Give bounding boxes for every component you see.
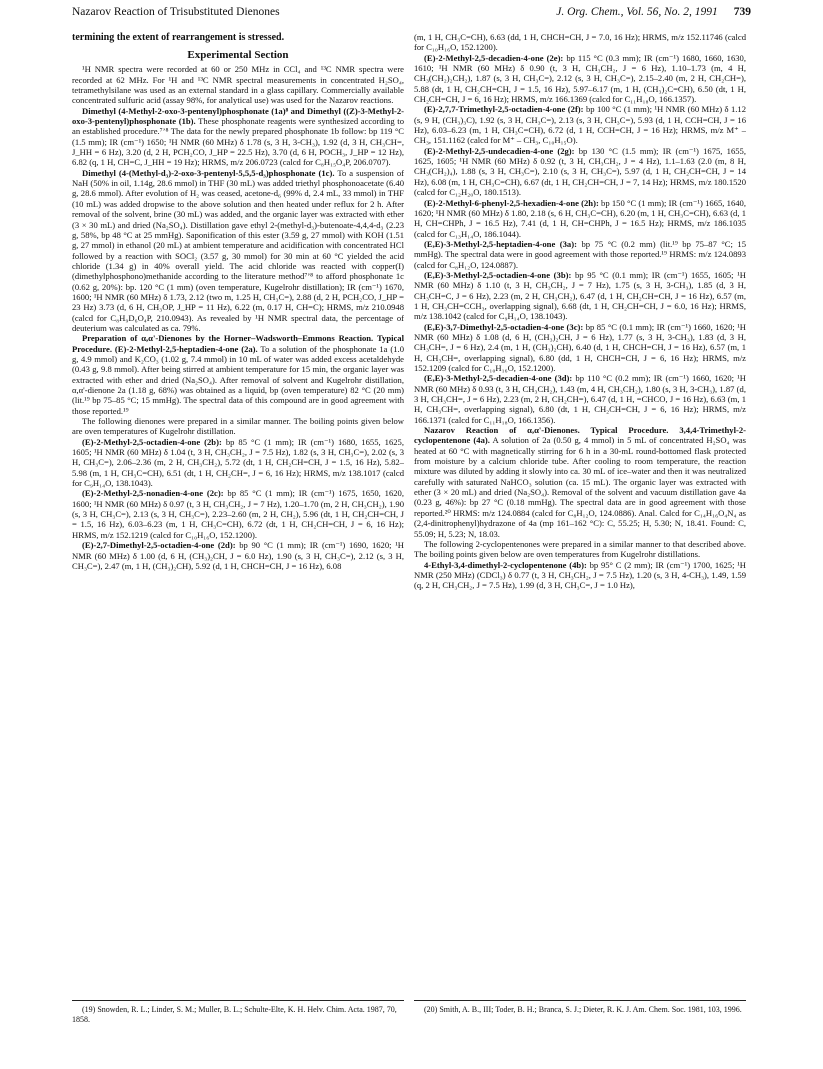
paragraph-text: bp 100 °C (1 mm); ¹H NMR (60 MHz) δ 1.12 (s, 9 H, (CH₃)₃C), 1.92 (s, 3 H, CH₃C=), 2.13 (s, 3 H, CH₃C=), 5.93 (d, 1 H, CCH=CH, J = 16 Hz), 6.03–6.23 (m, 1 H, CH₃C=CH), 6.72 (d, 1 H, CCH=CH, J = 16 Hz); HRMS, m/z M⁺ – CH₃, 151.1162 (calcd for M⁺ – CH₃, C₁₀H₁₅O). (414, 104, 746, 146)
paragraph (414, 239, 746, 270)
compound-heading: (E)-2,7-Dimethyl-2,5-octadien-4-one (2d): (82, 540, 236, 551)
compound-heading: 4-Ethyl-3,4-dimethyl-2-cyclopentenone (4b): (424, 559, 587, 570)
footnote-rule (414, 1000, 746, 1001)
footnote-19: (19) Snowden, R. L.; Linder, S. M.; Muller, B. L.; Schulte-Elte, K. H. Helv. Chim. Acta. 1987, 70, 1858. (72, 1005, 397, 1024)
paragraph (72, 437, 404, 489)
compound-heading: (E)-2-Methyl-6-phenyl-2,5-hexadien-4-one (2h): (424, 197, 599, 208)
paragraph-text: bp 85 °C (1 mm); IR (cm⁻¹) 1675, 1650, 1620, 1600; ¹H NMR (60 MHz) δ 0.97 (t, 3 H, CH₃CH₂, J = 7 Hz), 1.20–1.70 (m, 2 H, CH₃CH₂), 1.90 (s, 3 H, CH₃C=), 2.13 (s, 3 H, CH₃C=), 2.23–2.60 (m, 2 H, CH₂), 5.96 (dt, 1 H, CH₂CH=CH, J = 1.5, 16 Hz), 6.03–6.23 (m, 1 H, CH₃C=CH), 6.72 (dt, 1 H, CH₂CH=CH, J = 6, 16 Hz); HRMS, m/z 152.1219 (calcd for C₁₀H₁₆O, 152.1200). (72, 488, 404, 540)
paragraph (414, 53, 746, 105)
paragraph-text: The following 2-cyclopentenones were prepared in a similar manner to that described above. The boiling points given below are oven temperatures from Kugelrohr distillations. (414, 538, 746, 560)
footnote-rule (72, 1000, 404, 1001)
paragraph-text: (m, 1 H, CH₃C=CH), 6.63 (dd, 1 H, CHCH=CH, J = 7.0, 16 Hz); HRMS, m/z 152.11746 (calcd for C₁₀H₁₆O, 152.1200). (414, 32, 746, 53)
running-header (72, 6, 751, 24)
paragraph (414, 322, 746, 374)
left-paragraphs (72, 64, 404, 571)
compound-heading: (E,E)-3,7-Dimethyl-2,5-octadien-4-one (3c): (424, 321, 584, 332)
paragraph (414, 198, 746, 239)
footnote-right (414, 1000, 746, 1015)
paragraph (414, 32, 746, 53)
paragraph (72, 168, 404, 334)
compound-heading: (E)-2-Methyl-2,5-nonadien-4-one (2c): (82, 488, 224, 499)
paragraph-text: bp 95 °C (0.1 mm); IR (cm⁻¹) 1655, 1605; ¹H NMR (60 MHz) δ 1.10 (t, 3 H, CH₃CH₂, J = 7 Hz), 1.75 (s, 3 H, 3-CH₃), 1.85 (d, 3 H, CH₃CH=C, J = 6 Hz), 2.23 (m, 2 H, CH₃CH₂), 6.47 (d, 1 H, CH₂CH=CH, J = 16 Hz), 6.57 (m, 1 H, CH₃CH=CCH₃, overlapping signal), 6.68 (dt, 1 H, CH₂CH=CH, J = 6.0, 16 Hz); HRMS, m/z 138.1042 (calcd for C₉H₁₄O, 138.1043). (414, 269, 746, 322)
paragraph-text: bp 95° C (2 mm); IR (cm⁻¹) 1700, 1625; ¹H NMR (250 MHz) (CDCl₃) δ 0.77 (t, 3 H, CH₃CH₂, J = 7.5 Hz), 1.20 (s, 3 H, 4-CH₃), 1.49, 1.59 (q, 2 H, CH₃CH₂, J = 7.5 Hz), 1.99 (d, 3 H, CH₃C=, J = 1.0 Hz), (414, 559, 746, 591)
paragraph-text: To a suspension of NaH (50% in oil, 1.14g, 28.6 mmol) in THF (30 mL) was added triethyl phosphonoacetate (6.40 g, 28.6 mmol). After evolution of H₂ was ceased, acetone-d₆ (99% d, 2.4 mL, 33 mmol) in THF (10 mL) was added dropwise to the above solution and then heated under reflux for 2 h. After removal of the solvent, brine (30 mL) was added, and the organic layer was extracted with ether (3 × 30 mL) and dried (Na₂SO₄). Distillation gave ethyl 2-(methyl-d₃)-butenoate-4,4,4-d₃ (2.23 g, 58%, bp 48 °C at 25 mmHg). Saponification of this ester (3.59 g, 27 mmol) with KOH (1.51 g, 27 mmol) in ethanol (20 mL) at ambient temperature and acidification with concentrated HCl followed by a reaction with SOCl₂ (3.57 g, 30 mmol) for 30 min at 60 °C yielded the acid chloride (1.34 g) in 40% overall yield. The acid chloride was reacted with copper(I) (dimethylphosphono)methanide according to the literature method⁷ʼ⁸ to afford phosphonate 1c (0.62 g, 20%): bp. 120 °C (1 mm) (oven temperature, Kugelrohr distillation); IR (cm⁻¹) 1670, 1600; ¹H NMR (60 MHz) δ 1.73, 2.12 (two m, 1.25 H, CH₃C=), 2.88 (d, 2 H, PCH₂CO, J_HP = 23 Hz) 3.73 (d, 6 H, CH₃OP, J_HP = 11 Hz), 6.22 (m, 0.17 H, CH=C); HRMS, m/z 210.0948 (calcd for C₈H₉D₆O₄P, 210.0943). As revealed by ¹H NMR spectral data, the percentage of deuterium was calculated as ca. 79%. (72, 167, 404, 333)
lead-sentence: termining the extent of rearrangement is stressed. (72, 32, 285, 43)
paragraph (414, 373, 746, 425)
compound-heading: (E)-2-Methyl-2,5-octadien-4-one (2b): (82, 436, 222, 447)
paragraph-text: ¹H NMR spectra were recorded at 60 or 250 MHz in CCl₄ and ¹³C NMR spectra were recorded at 62 MHz. For ¹H and ¹³C NMR spectral measurements in concentrated H₂SO₄, tetramethylsilane was used as an external standard in a glass capillary. Commercially available concentrated sulfuric acid (assay 98%, for analytical use) was used for the Nazarov reactions. (72, 64, 404, 106)
paragraph-text: bp 110 °C (0.2 mm); IR (cm⁻¹) 1660, 1620; ¹H NMR (60 MHz) δ 0.93 (t, 3 H, CH₃CH₂), 1.43 (m, 4 H, CH₃CH₂), 1.80 (s, 3 H, 3-CH₃), 1.87 (d, 3 H, CH₃CH=, J = 6 Hz), 2.23 (m, 2 H, CH₂CH=), 6.47 (d, 1 H, =CHCO, J = 16 Hz), 6.63 (m, 1 H, CH₃CH=, overlapping signal), 6.80 (dt, 1 H, CH₂CH=CH, J = 6, 16 Hz); HRMS, m/z 166.1371 (calcd for C₁₁H₁₈O, 166.1356). (414, 373, 746, 425)
compound-heading: (E,E)-3-Methyl-2,5-heptadien-4-one (3a): (424, 238, 577, 249)
compound-heading: (E,E)-3-Methyl-2,5-octadien-4-one (3b): (424, 269, 572, 280)
paragraph (414, 270, 746, 322)
right-column (414, 32, 746, 990)
section-heading: Experimental Section (187, 49, 289, 61)
footnote-left (72, 1000, 404, 1025)
compound-heading: (E)-2-Methyl-2,5-undecadien-4-one (2g): (424, 145, 575, 156)
paragraph (72, 333, 404, 416)
paragraph (414, 425, 746, 539)
paragraph-text: bp 115 °C (0.3 mm); IR (cm⁻¹) 1680, 1660, 1630, 1610; ¹H NMR (60 MHz) δ 0.90 (t, 3 H, CH₃CH₂, J = 6 Hz), 1.10–1.73 (m, 4 H, CH₃(CH₂)₂CH₂), 1.87 (s, 3 H, CH₃C=), 2.12 (s, 3 H, CH₃C=), 2.15–2.40 (m, 2 H, CH₂CH=), 5.88 (dt, 1 H, CH₂CH=CH, J = 1.5, 16 Hz), 5.97–6.17 (m, 1 H, (CH₃)₂C=CH), 6.50 (dt, 1 H, CH₂CH=CH, J = 6, 16 Hz); HRMS, m/z 166.1369 (calcd for C₁₁H₁₈O, 166.1357). (414, 52, 746, 105)
compound-heading: Dimethyl (4-(Methyl-d₃)-2-oxo-3-pentenyl-5,5,5-d₃)phosphonate (1c). (82, 167, 335, 178)
paragraph (414, 539, 746, 560)
paragraph-text: bp 85 °C (1 mm); IR (cm⁻¹) 1680, 1655, 1625, 1605; ¹H NMR (60 MHz) δ 1.04 (t, 3 H, CH₃CH₂, J = 7.5 Hz), 1.82 (s, 3 H, CH₃C=), 2.02 (s, 3 H, CH₃C=), 2.06–2.36 (m, 2 H, CH₃CH₂), 5.72 (dt, 1 H, CH₂CH=CH, J = 1.5, 16 Hz), 5.82–5.98 (m, 1 H, CH₃C=CH), 6.51 (dt, 1 H, CH₂CH=, J = 6, 16 Hz); HRMS, m/z 138.1017 (calcd for C₉H₁₄O, 138.1043). (72, 436, 404, 489)
paragraph (414, 146, 746, 198)
left-column (72, 32, 404, 990)
compound-heading: Preparation of α,α'-Dienones by the Horner–Wadsworth–Emmons Reaction. Typical Procedure. (E)-2-Methyl-2,5-heptadien-4-one (2a). (72, 333, 404, 354)
paragraph-text: bp 75 °C (0.2 mm) (lit.¹⁹ bp 75–87 °C; 15 mmHg). The spectral data were in good agreement with those reported.¹⁹ HRMS: m/z 124.0893 (calcd for C₈H₁₂O, 124.0887). (414, 238, 746, 270)
paragraph (414, 560, 746, 591)
compound-heading: (E,E)-3-Methyl-2,5-decadien-4-one (3d): (424, 373, 573, 384)
paragraph (72, 488, 404, 540)
compound-heading: (E)-2-Methyl-2,5-decadien-4-one (2e): (424, 52, 564, 63)
paragraph (72, 540, 404, 571)
paragraph-text: bp 150 °C (1 mm); IR (cm⁻¹) 1665, 1640, 1620; ¹H NMR (60 MHz) δ 1.80, 2.18 (s, 6 H, CH₃C=CH), 6.20 (m, 1 H, CH₃C=CH), 6.63 (d, 1 H, CH=CHPh, J = 16.5 Hz), 7.41 (d, 1 H, CH=CHPh, J = 16.5 Hz); HRMS, m/z 186.1035 (calcd for C₁₃H₁₄O, 186.1044). (414, 197, 746, 239)
footnote-20: (20) Smith, A. B., III; Toder, B. H.; Branca, S. J.; Dieter, R. K. J. Am. Chem. Soc. 1981, 103, 1996. (424, 1005, 742, 1014)
paragraph-text: bp 90 °C (1 mm); IR (cm⁻¹) 1690, 1620; ¹H NMR (60 MHz) δ 1.00 (d, 6 H, (CH₃)₂CH, J = 6.0 Hz), 1.90 (s, 3 H, CH₃C=), 2.12 (s, 3 H, CH₃C=), 2.47 (m, 1 H, (CH₃)₂CH), 5.92 (d, 1 H, CHCH=CH, J = 16 Hz), 6.08 (72, 540, 404, 571)
page-number: 739 (733, 6, 751, 18)
header-right (556, 6, 751, 18)
compound-heading: Nazarov Reaction of α,α'-Dienones. Typical Procedure. 3,4,4-Trimethyl-2-cyclopentenone (4a). (414, 425, 746, 446)
paragraph-text: bp 130 °C (1.5 mm); IR (cm⁻¹) 1675, 1655, 1625, 1605; ¹H NMR (60 MHz) δ 0.92 (t, 3 H, CH₃CH₂, J = 4 Hz), 1.1–1.63 (2.0 (m, 8 H, CH₃(CH₂)₄), 1.88 (s, 3 H, CH₃C=), 2.10 (s, 3 H, CH₃C=), 5.97 (d, 1 H, CH₂CH=CH, J = 14 Hz), 6.08 (m, 1 H, CH₃C=CH), 6.67 (dt, 1 H, CH₂CH=CH, J = 7, 14 Hz); HRMS, m/z 180.1520 (calcd for C₁₂H₂₀O, 180.1513). (414, 145, 746, 198)
compound-heading: Dimethyl (4-Methyl-2-oxo-3-pentenyl)phosphonate (1a)⁸ and Dimethyl ((Z)-3-Methyl-2-oxo-3-pentenyl)phosphonate (1b). (72, 105, 404, 127)
paragraph-text: To a solution of the phosphonate 1a (1.0 g, 4.9 mmol) and K₂CO₃ (1.02 g, 7.4 mmol) in 10 mL of water was added excess acetaldehyde (0.43 g, 9.8 mmol). After being stirred at ambient temperature for 15 min, the organic layer was extracted with ether and dried (Na₂SO₄). After removal of solvent and Kugelrohr distillation, α,α'-dienone 2a (1.18 g, 68%) was obtained as a liquid, bp (oven temperature) 82 °C (20 mm) (lit.¹⁹ bp 75–85 °C; 15 mmHg). The spectral data of this compound are in good agreement with those reported.¹⁹ (72, 343, 404, 416)
right-paragraphs (414, 32, 746, 591)
paragraph-text: bp 85 °C (0.1 mm); IR (cm⁻¹) 1660, 1620; ¹H NMR (60 MHz) δ 1.08 (d, 6 H, (CH₃)₂CH, J = 6 Hz), 1.77 (s, 3 H, 3-CH₃), 1.83 (d, 3 H, CH₃CH=, J = 6 Hz), 2.4 (m, 1 H, (CH₃)₂CH), 6.40 (d, 1 H, CHCH=CH, J = 16 Hz), 6.57 (m, 1 H, CH₃CH=, overlapping signal), 6.80 (dd, 1 H, CHCH=CH, J = 6, 16 Hz); HRMS, m/z 152.1209 (calcd for C₁₀H₁₆O, 152.1200). (414, 321, 746, 373)
journal-citation: J. Org. Chem., Vol. 56, No. 2, 1991 (556, 6, 718, 18)
paragraph (72, 416, 404, 437)
compound-heading: (E)-2,7,7-Trimethyl-2,5-octadien-4-one (2f): (424, 104, 584, 115)
paragraph (72, 64, 404, 105)
running-title: Nazarov Reaction of Trisubstituted Dienones (72, 6, 280, 18)
paragraph (414, 104, 746, 145)
paragraph-text: A solution of 2a (0.50 g, 4 mmol) in 5 mL of concentrated H₂SO₄ was heated at 60 °C with magnetically stirring for 6 h in a 30-mL round-bottomed flask protected from moisture by a calcium chloride tube. After cooling to room temperature, the reaction mixture was diluted by adding it slowly into ca. 30 mL of ice–water and then it was neutralized carefully with saturated NaHCO₃ solution (ca. 15 mL). The organic layer was extracted with ether (3 × 20 mL) and dried (Na₂SO₄). Removal of the solvent and vacuum distillation gave 4a (0.23 g, 46%): bp 27 °C (0.18 mmHg). The spectral data are in good agreement with those reported.²⁰ HRMS: m/z 124.0884 (calcd for C₈H₁₂O, 124.0886). Anal. Calcd for C₁₄H₁₆O₄N₄ as (2,4-dinitrophenyl)hydrazone of 4a (mp 161–162 °C): C, 55.25; H, 5.30; N, 18.41. Found: C, 55.09; H, 5.23; N, 18.03. (414, 435, 746, 539)
paragraph-text: These phosphonate reagents were synthesized according to an established procedure.⁷ʼ⁸ The data for the newly prepared phosphonate 1b follow: bp 119 °C (1.5 mm); IR (cm⁻¹) 1650; ¹H NMR (60 MHz) δ 1.78 (s, 3 H, 3-CH₃), 1.92 (d, 3 H, CH₃CH=, J_HH = 6 Hz), 3.20 (d, 2 H, PCH₂CO, J_HP = 22.5 Hz), 3.70 (d, 6 H, POCH₃, J_HP = 12 Hz), 6.82 (q, 1 H, CH=C, J_HH = 19 Hz); HRMS, m/z 206.0723 (calcd for C₈H₁₅O₄P, 206.0707). (72, 116, 404, 168)
paragraph (72, 106, 404, 168)
paragraph-text: The following dienones were prepared in a similar manner. The boiling points given below are oven temperatures of Kugelrohr distillation. (72, 416, 404, 437)
